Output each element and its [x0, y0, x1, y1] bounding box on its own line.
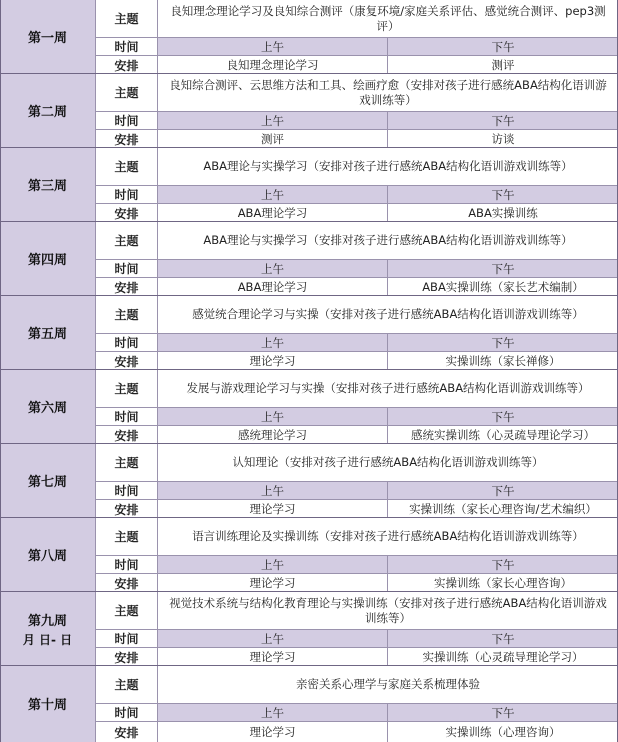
morning-header: 上午: [158, 482, 388, 500]
time-label: 时间: [96, 260, 158, 278]
week-label: [0, 74, 96, 148]
morning-header: 上午: [158, 112, 388, 130]
morning-header: 上午: [158, 260, 388, 278]
topic-label: 主题: [96, 222, 158, 260]
week-name: 第二周: [27, 104, 67, 120]
topic-label: 主题: [96, 296, 158, 334]
morning-plan: 感统理论学习: [158, 426, 388, 444]
week-row: [0, 592, 618, 666]
afternoon-header: 下午: [388, 38, 618, 56]
plan-label: 安排: [96, 574, 158, 592]
time-label: 时间: [96, 704, 158, 722]
topic-text: 认知理论（安排对孩子进行感统ABA结构化语训游戏训练等）: [158, 444, 618, 482]
morning-header: 上午: [158, 334, 388, 352]
week-date: 月 日- 日: [22, 633, 73, 647]
topic-text: 良知综合测评、云思维方法和工具、绘画疗愈（安排对孩子进行感统ABA结构化语训游戏训练等）: [158, 74, 618, 112]
afternoon-header: 下午: [388, 186, 618, 204]
topic-text: ABA理论与实操学习（安排对孩子进行感统ABA结构化语训游戏训练等）: [158, 148, 618, 186]
plan-label: 安排: [96, 204, 158, 222]
week-name: 第八周: [27, 548, 67, 564]
morning-plan: 理论学习: [158, 722, 388, 742]
week-name: 第一周: [27, 30, 67, 46]
topic-label: 主题: [96, 74, 158, 112]
week-row: [0, 296, 618, 370]
topic-text: 感觉统合理论学习与实操（安排对孩子进行感统ABA结构化语训游戏训练等）: [158, 296, 618, 334]
afternoon-plan: 实操训练（家长禅修）: [445, 354, 561, 368]
topic-label: 主题: [96, 148, 158, 186]
topic-label: 主题: [96, 370, 158, 408]
week-name: 第六周: [27, 400, 67, 416]
morning-plan: 理论学习: [158, 648, 388, 666]
time-label: 时间: [96, 112, 158, 130]
afternoon-plan: 实操训练（家长心理咨询）: [434, 576, 572, 590]
afternoon-header: 下午: [388, 408, 618, 426]
morning-plan: 良知理念理论学习: [158, 56, 388, 74]
week-name: 第四周: [27, 252, 67, 268]
topic-text: 语言训练理论及实操训练（安排对孩子进行感统ABA结构化语训游戏训练等）: [158, 518, 618, 556]
afternoon-plan: 实操训练（心理咨询）: [445, 725, 561, 739]
topic-text: 发展与游戏理论学习与实操（安排对孩子进行感统ABA结构化语训游戏训练等）: [158, 370, 618, 408]
morning-plan: ABA理论学习: [158, 278, 388, 296]
plan-label: 安排: [96, 56, 158, 74]
week-label: [0, 0, 96, 74]
week-label: [0, 148, 96, 222]
time-label: 时间: [96, 630, 158, 648]
week-row: [0, 370, 618, 444]
afternoon-plan: 访谈: [491, 132, 515, 146]
morning-header: 上午: [158, 704, 388, 722]
topic-label: 主题: [96, 666, 158, 704]
afternoon-header: 下午: [388, 630, 618, 648]
plan-label: 安排: [96, 648, 158, 666]
topic-text: ABA理论与实操学习（安排对孩子进行感统ABA结构化语训游戏训练等）: [158, 222, 618, 260]
morning-plan: 理论学习: [158, 500, 388, 518]
morning-header: 上午: [158, 38, 388, 56]
week-name: 第九周: [27, 614, 67, 629]
table-left-border: [0, 0, 1, 742]
week-label: [0, 444, 96, 518]
time-label: 时间: [96, 38, 158, 56]
plan-label: 安排: [96, 278, 158, 296]
week-label: [0, 222, 96, 296]
plan-label: 安排: [96, 722, 158, 742]
afternoon-plan: ABA实操训练（家长艺术编制）: [422, 280, 584, 294]
week-label: [0, 592, 96, 666]
week-row: [0, 74, 618, 148]
week-row: [0, 518, 618, 592]
week-label: [0, 370, 96, 444]
afternoon-header: 下午: [388, 704, 618, 722]
afternoon-plan: 测评: [491, 58, 515, 72]
topic-label: 主题: [96, 444, 158, 482]
week-name: 第十周: [27, 697, 67, 713]
time-label: 时间: [96, 556, 158, 574]
week-name: 第五周: [27, 326, 67, 342]
week-label: [0, 296, 96, 370]
topic-label: 主题: [96, 518, 158, 556]
afternoon-header: 下午: [388, 556, 618, 574]
time-label: 时间: [96, 334, 158, 352]
time-label: 时间: [96, 408, 158, 426]
time-label: 时间: [96, 482, 158, 500]
morning-plan: ABA理论学习: [158, 204, 388, 222]
morning-plan: 理论学习: [158, 352, 388, 370]
afternoon-header: 下午: [388, 260, 618, 278]
plan-label: 安排: [96, 352, 158, 370]
afternoon-plan: ABA实操训练: [468, 206, 538, 220]
topic-text: 良知理念理论学习及良知综合测评（康复环境/家庭关系评估、感觉统合测评、pep3测评）: [158, 0, 618, 38]
morning-plan: 理论学习: [158, 574, 388, 592]
afternoon-plan: 实操训练（家长心理咨询/艺术编织）: [409, 502, 597, 516]
time-label: 时间: [96, 186, 158, 204]
afternoon-header: 下午: [388, 334, 618, 352]
topic-text: 亲密关系心理学与家庭关系梳理体验: [158, 666, 618, 704]
morning-header: 上午: [158, 556, 388, 574]
topic-text: 视觉技术系统与结构化教育理论与实操训练（安排对孩子进行感统ABA结构化语训游戏训练等）: [158, 592, 618, 630]
afternoon-header: 下午: [388, 482, 618, 500]
afternoon-plan: 实操训练（心灵疏导理论学习）: [422, 650, 584, 664]
afternoon-header: 下午: [388, 112, 618, 130]
plan-label: 安排: [96, 130, 158, 148]
week-row: [0, 0, 618, 74]
morning-header: 上午: [158, 630, 388, 648]
week-name: 第七周: [27, 474, 67, 490]
week-row: [0, 444, 618, 518]
week-row: [0, 666, 618, 742]
morning-header: 上午: [158, 186, 388, 204]
topic-label: 主题: [96, 0, 158, 38]
week-row: [0, 222, 618, 296]
morning-plan: 测评: [158, 130, 388, 148]
week-row: [0, 148, 618, 222]
topic-label: 主题: [96, 592, 158, 630]
afternoon-plan: 感统实操训练（心灵疏导理论学习）: [411, 428, 595, 442]
week-label: [0, 666, 96, 742]
plan-label: 安排: [96, 426, 158, 444]
week-label: [0, 518, 96, 592]
morning-header: 上午: [158, 408, 388, 426]
plan-label: 安排: [96, 500, 158, 518]
week-name: 第三周: [27, 178, 67, 194]
